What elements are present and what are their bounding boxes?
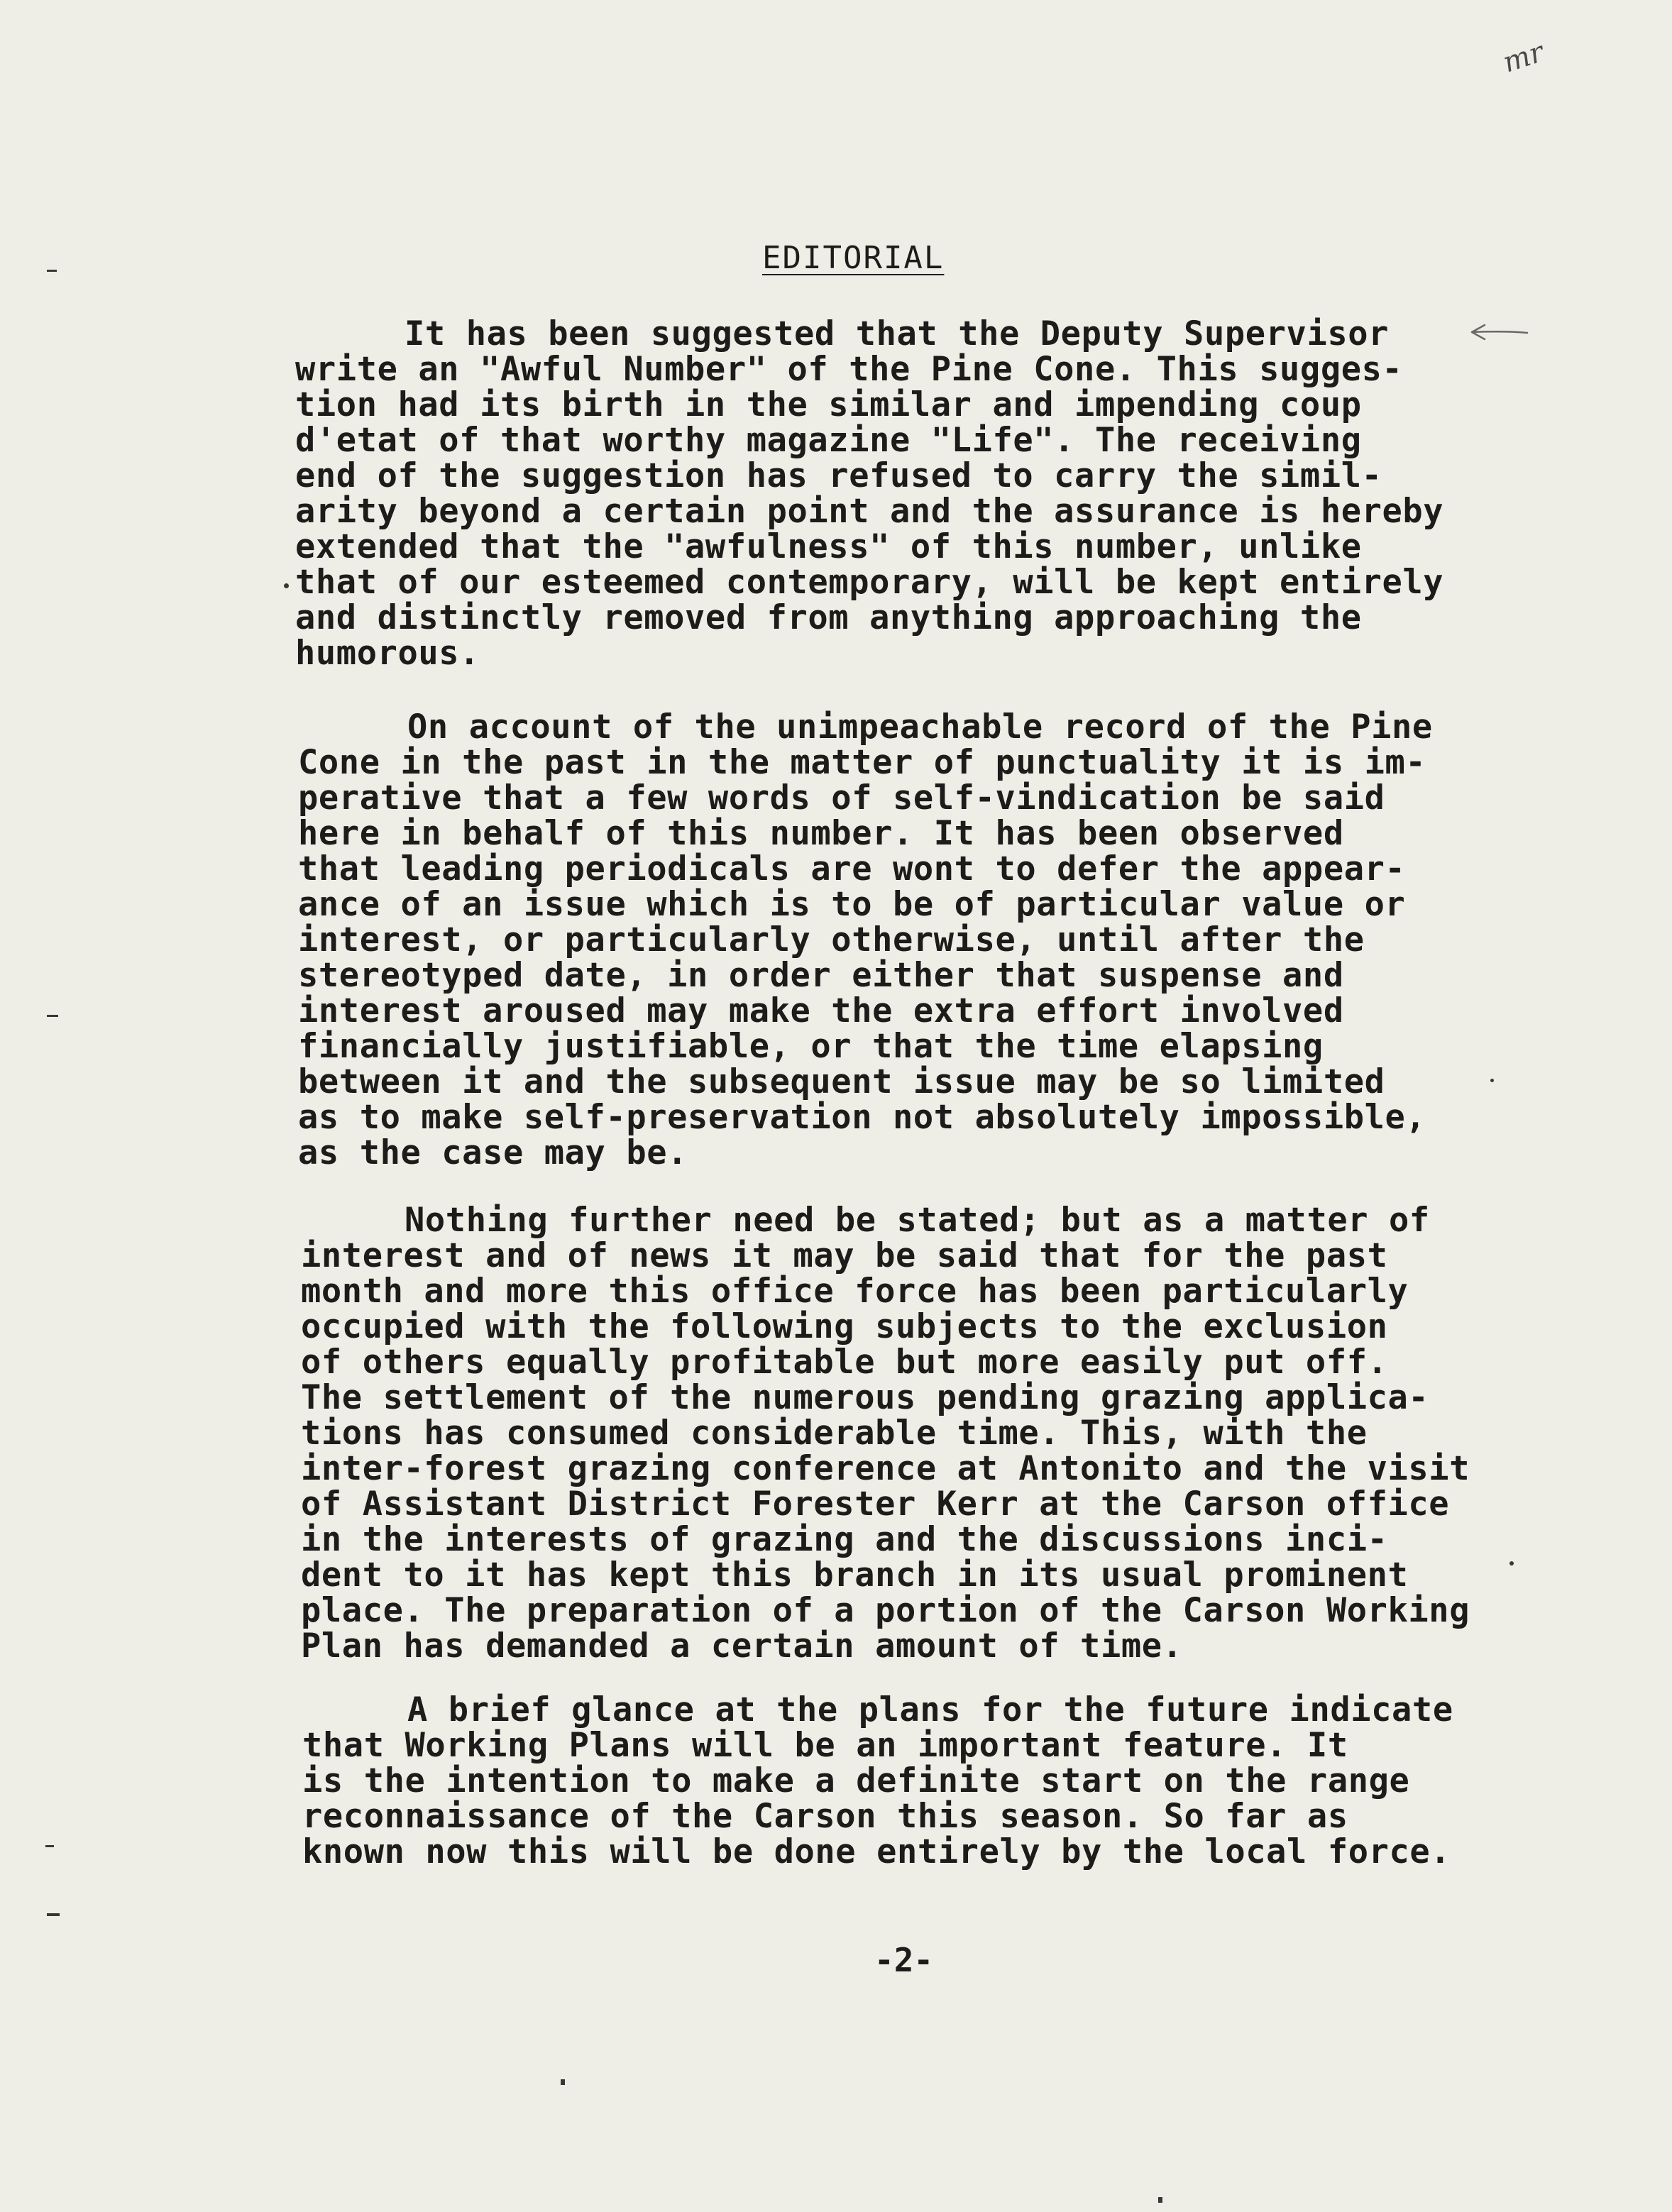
paragraph-line: tion had its birth in the similar and impending coup	[295, 385, 1362, 424]
paragraph-line: as the case may be.	[298, 1133, 688, 1172]
paragraph-line: write an "Awful Number" of the Pine Cone. This sugges-	[295, 350, 1403, 389]
handwritten-arrow-icon	[1469, 323, 1529, 341]
paragraph-line: dent to it has kept this branch in its usual prominent	[301, 1556, 1409, 1595]
margin-mark	[1490, 1079, 1494, 1082]
paragraph-line: as to make self-preservation not absolutely impossible,	[298, 1098, 1426, 1137]
paragraph-line: d'etat of that worthy magazine "Life". The receiving	[295, 421, 1362, 460]
margin-mark	[45, 1845, 54, 1847]
paragraph-line: ance of an issue which is to be of particular value or	[298, 885, 1406, 924]
paragraph-line: place. The preparation of a portion of the Carson Working	[301, 1591, 1470, 1630]
paragraph-line: between it and the subsequent issue may be so limited	[298, 1062, 1385, 1101]
paragraph-line: stereotyped date, in order either that suspense and	[298, 956, 1344, 995]
paragraph-line: financially justifiable, or that the time elapsing	[298, 1027, 1324, 1066]
margin-mark	[1509, 1561, 1514, 1566]
margin-mark	[47, 1913, 60, 1916]
paragraph-line: Cone in the past in the matter of punctuality it is im-	[298, 743, 1426, 782]
paragraph-line: interest and of news it may be said that for the past	[301, 1236, 1388, 1275]
margin-mark	[47, 270, 57, 272]
paragraph-line: A brief glance at the plans for the future indicate	[407, 1690, 1453, 1729]
paragraph-line: month and more this office force has been particularly	[301, 1272, 1409, 1311]
paragraph-line: here in behalf of this number. It has been observed	[298, 814, 1344, 853]
margin-mark	[1158, 2197, 1162, 2203]
paragraph-line: Nothing further need be stated; but as a matter of	[405, 1201, 1430, 1240]
paragraph-line: of others equally profitable but more easily put off.	[301, 1343, 1388, 1382]
paragraph-line: is the intention to make a definite start on the range	[302, 1761, 1410, 1800]
paragraph-line: tions has consumed considerable time. This, with the	[301, 1414, 1368, 1453]
paragraph-line: It has been suggested that the Deputy Supervisor	[405, 314, 1390, 353]
paragraph-line: that leading periodicals are wont to defer the appear-	[298, 849, 1406, 888]
paragraph-line: arity beyond a certain point and the assurance is hereby	[295, 492, 1444, 531]
margin-mark	[47, 1015, 58, 1017]
paragraph-line: and distinctly removed from anything approaching the	[295, 598, 1362, 637]
handwritten-initials: mr	[1499, 35, 1548, 79]
paragraph-line: that Working Plans will be an important feature. It	[302, 1726, 1348, 1765]
paragraph-line: The settlement of the numerous pending grazing applica-	[301, 1378, 1429, 1417]
paragraph-line: inter-forest grazing conference at Antonito and the visit	[301, 1449, 1470, 1488]
margin-mark	[284, 583, 289, 588]
paragraph-line: occupied with the following subjects to the exclusion	[301, 1307, 1388, 1346]
page-title: EDITORIAL	[762, 240, 945, 276]
paragraph-line: reconnaissance of the Carson this season. So far as	[302, 1797, 1348, 1836]
paragraph-line: known now this will be done entirely by the local force.	[302, 1832, 1451, 1871]
paragraph-line: Plan has demanded a certain amount of time.	[301, 1627, 1183, 1666]
paragraph-line: end of the suggestion has refused to carry the simil-	[295, 456, 1382, 495]
paragraph-line: perative that a few words of self-vindication be said	[298, 778, 1385, 818]
paragraph-line: interest aroused may make the extra effort involved	[298, 991, 1344, 1030]
margin-mark	[561, 2079, 565, 2085]
paragraph-line: interest, or particularly otherwise, until after the	[298, 920, 1365, 959]
paragraph-line: On account of the unimpeachable record of the Pine	[407, 708, 1433, 747]
paragraph-line: in the interests of grazing and the discussions inci-	[301, 1520, 1388, 1559]
paragraph-line: that of our esteemed contemporary, will be kept entirely	[295, 563, 1444, 602]
paragraph-line: extended that the "awfulness" of this number, unlike	[295, 527, 1362, 566]
paragraph-line: humorous.	[295, 634, 480, 673]
paragraph-line: of Assistant District Forester Kerr at the Carson office	[301, 1485, 1450, 1524]
page-number: -2-	[874, 1941, 934, 1979]
